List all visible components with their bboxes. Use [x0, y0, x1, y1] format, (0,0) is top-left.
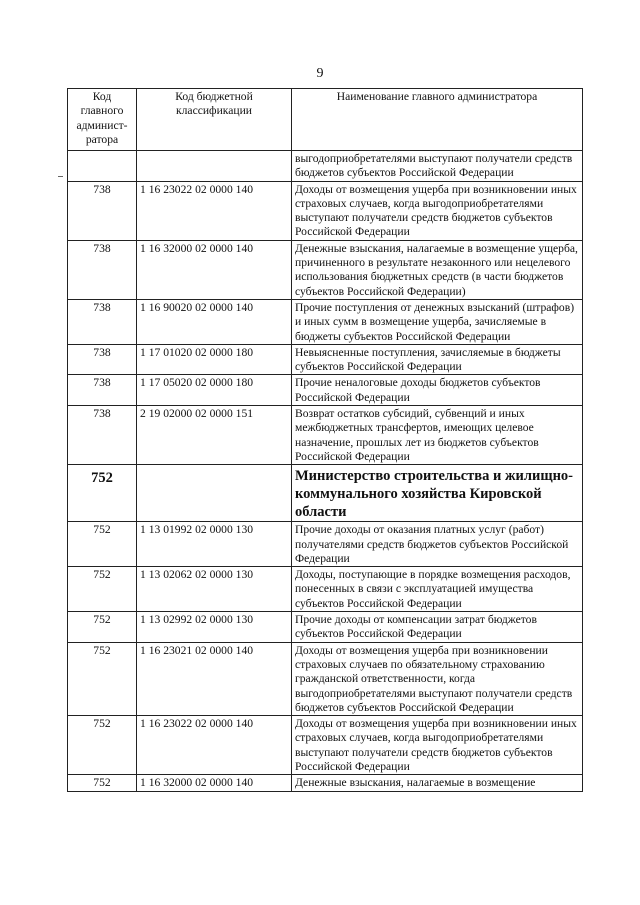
admin-code-cell: 752: [68, 567, 137, 612]
budget-code-cell: 2 19 02000 02 0000 151: [137, 406, 292, 465]
table-header-row: [68, 89, 583, 151]
table-row: [68, 151, 583, 182]
admin-name-cell: Доходы от возмещения ущерба при возникновении страховых случаев по обязательному страхованию гражданской ответственности, когда выгодоприобретателями выступают получатели средств бюджетов субъектов Российской Федерации: [292, 642, 583, 715]
admin-name-cell: Доходы, поступающие в порядке возмещения расходов, понесенных в связи с эксплуатацией имущества субъектов Российской Федерации: [292, 567, 583, 612]
admin-code-cell: 752: [68, 522, 137, 567]
admin-name-cell: Доходы от возмещения ущерба при возникновении иных страховых случаев, когда выгодоприобретателями выступают получатели средств бюджетов субъектов Российской Федерации: [292, 716, 583, 775]
table-row: [68, 344, 583, 375]
admin-code-cell: 752: [68, 612, 137, 643]
admin-code-cell: [68, 151, 137, 182]
budget-code-cell: 1 16 23022 02 0000 140: [137, 181, 292, 240]
admin-name-cell: выгодоприобретателями выступают получатели средств бюджетов субъектов Российской Федерации: [292, 151, 583, 182]
admin-code-cell: 738: [68, 299, 137, 344]
budget-code-cell: [137, 465, 292, 522]
table-row: [68, 299, 583, 344]
table-row: [68, 522, 583, 567]
budget-code-cell: 1 13 01992 02 0000 130: [137, 522, 292, 567]
table-row: [68, 775, 583, 791]
table-row: [68, 567, 583, 612]
page-number: 9: [316, 66, 324, 81]
budget-code-cell: 1 17 01020 02 0000 180: [137, 344, 292, 375]
header-admin-code: Код главного админист-ратора: [68, 89, 137, 151]
admin-name-cell: Денежные взыскания, налагаемые в возмещение ущерба, причиненного в результате незаконного или нецелевого использования бюджетных средств (в части бюджетов субъектов Российской Федерации): [292, 240, 583, 299]
admin-code-cell: 738: [68, 240, 137, 299]
admin-code-cell: 752: [68, 465, 137, 522]
section-heading: Министерство строительства и жилищно-коммунального хозяйства Кировской области: [292, 465, 583, 522]
table-row: [68, 612, 583, 643]
admin-code-cell: 738: [68, 181, 137, 240]
table-row: [68, 181, 583, 240]
admin-name-cell: Доходы от возмещения ущерба при возникновении иных страховых случаев, когда выгодоприобретателями выступают получатели средств бюджетов субъектов Российской Федерации: [292, 181, 583, 240]
admin-name-cell: Прочие доходы от оказания платных услуг (работ) получателями средств бюджетов субъектов Российской Федерации: [292, 522, 583, 567]
admin-name-cell: Денежные взыскания, налагаемые в возмещение: [292, 775, 583, 791]
budget-code-cell: 1 16 32000 02 0000 140: [137, 775, 292, 791]
table-row: [68, 716, 583, 775]
admin-code-cell: 752: [68, 642, 137, 715]
admin-code-cell: 738: [68, 406, 137, 465]
header-admin-name: Наименование главного администратора: [292, 89, 583, 151]
section-heading-row: [68, 465, 583, 522]
admin-name-cell: Прочие доходы от компенсации затрат бюджетов субъектов Российской Федерации: [292, 612, 583, 643]
table-row: [68, 240, 583, 299]
budget-code-cell: 1 16 90020 02 0000 140: [137, 299, 292, 344]
header-budget-code: Код бюджетной классификации: [137, 89, 292, 151]
budget-code-cell: 1 16 32000 02 0000 140: [137, 240, 292, 299]
admin-name-cell: Невыясненные поступления, зачисляемые в бюджеты субъектов Российской Федерации: [292, 344, 583, 375]
budget-code-cell: 1 13 02062 02 0000 130: [137, 567, 292, 612]
admin-code-cell: 738: [68, 344, 137, 375]
admin-name-cell: Возврат остатков субсидий, субвенций и иных межбюджетных трансфертов, имеющих целевое назначение, прошлых лет из бюджетов субъектов Российской Федерации: [292, 406, 583, 465]
budget-code-cell: 1 16 23021 02 0000 140: [137, 642, 292, 715]
scan-artifact-mark: [58, 176, 63, 177]
table-row: [68, 375, 583, 406]
admin-code-cell: 752: [68, 775, 137, 791]
budget-code-cell: 1 17 05020 02 0000 180: [137, 375, 292, 406]
table-row: [68, 642, 583, 715]
admin-code-cell: 738: [68, 375, 137, 406]
budget-code-cell: [137, 151, 292, 182]
admin-name-cell: Прочие поступления от денежных взысканий (штрафов) и иных сумм в возмещение ущерба, зачисляемые в бюджеты субъектов Российской Федерации: [292, 299, 583, 344]
budget-classification-table: [67, 88, 583, 792]
budget-code-cell: 1 13 02992 02 0000 130: [137, 612, 292, 643]
table-row: [68, 406, 583, 465]
admin-code-cell: 752: [68, 716, 137, 775]
admin-name-cell: Прочие неналоговые доходы бюджетов субъектов Российской Федерации: [292, 375, 583, 406]
budget-code-cell: 1 16 23022 02 0000 140: [137, 716, 292, 775]
